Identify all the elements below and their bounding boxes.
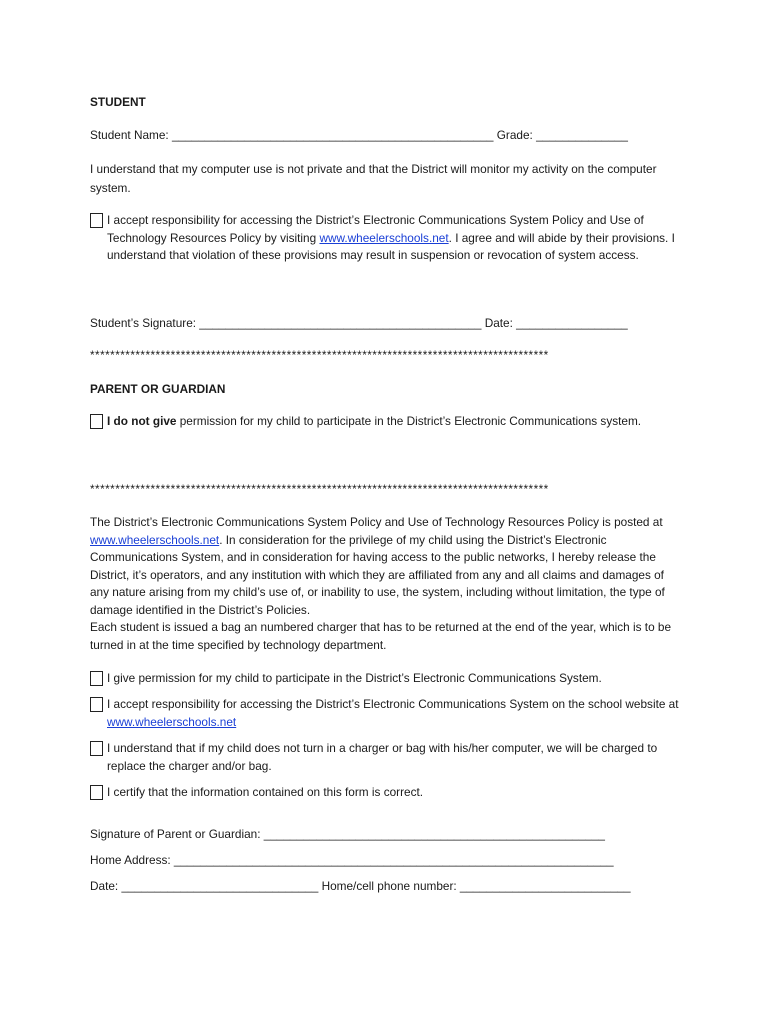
website-accept-text: I accept responsibility for accessing the District’s Electronic Communications System on the school website at www.wheelerschools.net [107,697,679,729]
charger-text: I understand that if my child does not turn in a charger or bag with his/her computer, we will be charged to replace the charger and/or bag. [107,741,658,773]
certify-row [90,784,690,802]
student-accept-checkbox[interactable] [90,213,103,228]
date-phone-line[interactable]: Date: ______________________________ Home/cell phone number: __________________________ [90,879,631,893]
student-accept-text: I accept responsibility for accessing the District’s Electronic Communications System Policy and Use of Technology Resources Policy by visiting www.wheelerschools.net. I agree and will abide by their provisions. I understand that violation of these provisions may result in suspension or revocation of system access. [107,213,675,262]
charger-notice: Each student is issued a bag an numbered charger that has to be returned at the end of the year, which is to be turned in at the time specified by technology department. [90,620,672,652]
give-permission-row [90,670,690,688]
monitor-notice: I understand that my computer use is not private and that the District will monitor my activity on the computer system. [90,162,657,195]
no-permission-row [90,413,690,431]
wheelerschools-link[interactable]: www.wheelerschools.net [107,714,237,729]
website-accept-checkbox[interactable] [90,697,103,712]
certify-checkbox[interactable] [90,785,103,800]
website-accept-row [90,696,690,731]
student-name-grade-line[interactable]: Student Name: _________________________________________________ Grade: ______________ [90,128,628,142]
wheelerschools-link[interactable]: www.wheelerschools.net [90,532,220,547]
student-signature-date-line[interactable]: Student’s Signature: ___________________________________________ Date: _________________ [90,316,628,330]
parent-heading: PARENT OR GUARDIAN [90,382,226,396]
charger-row [90,740,690,775]
parent-signature-line[interactable]: Signature of Parent or Guardian: ____________________________________________________ [90,827,605,841]
student-accept-row [90,212,690,265]
no-permission-text: I do not give permission for my child to participate in the District’s Electronic Communications system. [107,414,642,428]
give-permission-text: I give permission for my child to participate in the District’s Electronic Communications System. [107,671,602,685]
separator-line: ******************************************************************************************* [90,482,549,496]
home-address-line[interactable]: Home Address: ___________________________________________________________________ [90,853,614,867]
certify-text: I certify that the information contained on this form is correct. [107,785,424,799]
charger-checkbox[interactable] [90,741,103,756]
give-permission-checkbox[interactable] [90,671,103,686]
release-paragraph: The District’s Electronic Communications System Policy and Use of Technology Resources Policy is posted at www.wheelerschools.net. In consideration for the privilege of my child using the District’s Electronic Communications System, and in consideration for having access to the public networks, I hereby release the District, it’s operators, and any institution with which they are affiliated from any and all claims and damages of any nature arising from my child’s use of, or inability to use, the system, including without limitation, the type of damage identified in the District’s Policies. Each student is issued a bag an numbered charger that has to be returned at the end of the year, which is to be turned in at the time specified by technology department. [90,515,672,652]
no-permission-checkbox[interactable] [90,414,103,429]
wheelerschools-link[interactable]: www.wheelerschools.net [319,230,449,245]
student-heading: STUDENT [90,95,146,109]
separator-line: ******************************************************************************************* [90,348,549,362]
